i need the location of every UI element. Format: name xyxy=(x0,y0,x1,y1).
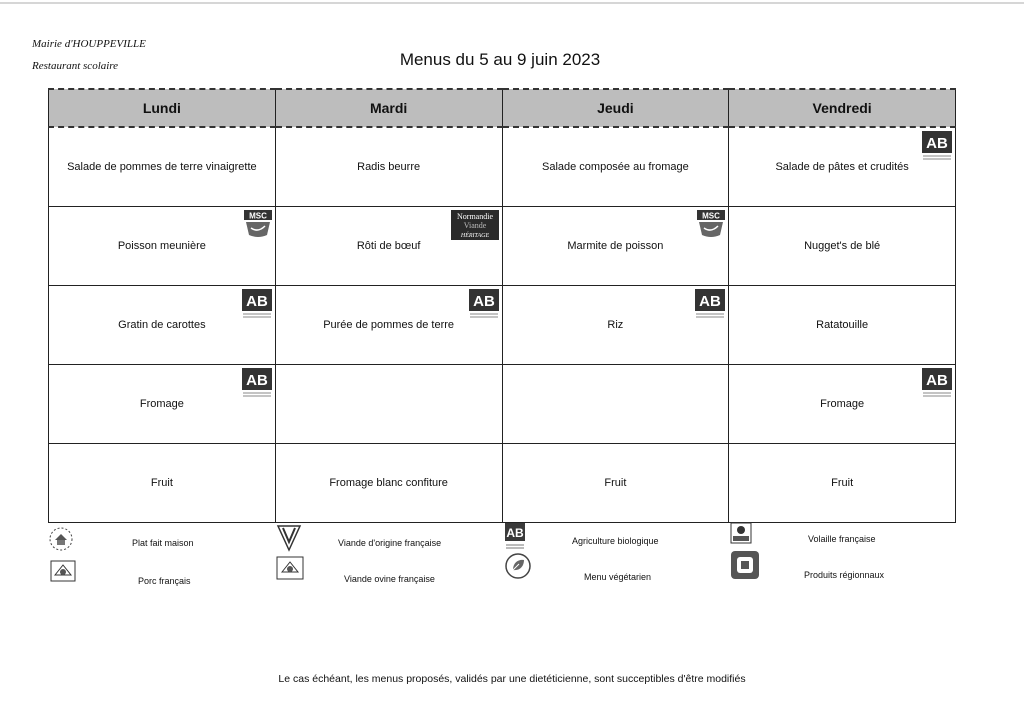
menu-row xyxy=(49,127,956,207)
menu-cell-vendredi xyxy=(729,286,956,365)
svg-text:Viande: Viande xyxy=(463,221,486,230)
ab-label-icon xyxy=(468,288,500,320)
menu-cell-mardi xyxy=(275,127,502,207)
svg-text:HÉRITAGE: HÉRITAGE xyxy=(460,233,489,239)
menu-cell-jeudi xyxy=(502,286,729,365)
menu-cell-jeudi xyxy=(502,444,729,523)
menu-table xyxy=(48,88,956,523)
ab-label-icon xyxy=(921,130,953,162)
legend-label: Viande d'origine française xyxy=(338,538,442,548)
ab-icon xyxy=(504,522,526,552)
dish-label: Nugget's de blé xyxy=(804,240,881,252)
produits-regionaux-icon xyxy=(730,550,760,582)
day-header-mardi: Mardi xyxy=(275,89,502,127)
legend-label: Volaille française xyxy=(808,534,876,544)
menu-cell-mardi xyxy=(275,444,502,523)
restaurant-name: Restaurant scolaire xyxy=(32,60,119,72)
viande-ovine-icon xyxy=(276,556,304,582)
dish-label: Fruit xyxy=(604,477,627,489)
vegetarien-icon xyxy=(504,552,532,582)
dish-label: Fromage xyxy=(139,398,184,410)
dish-label: Fromage blanc confiture xyxy=(329,477,448,489)
top-rule xyxy=(0,2,1024,4)
ab-label-icon xyxy=(241,288,273,320)
menu-row xyxy=(49,444,956,523)
menu-cell-lundi xyxy=(49,365,276,444)
day-header-row xyxy=(49,89,956,127)
ab-label-icon xyxy=(921,367,953,399)
svg-text:AB: AB xyxy=(926,135,948,152)
menu-row xyxy=(49,286,956,365)
menu-row xyxy=(49,365,956,444)
page-title: Menus du 5 au 9 juin 2023 xyxy=(399,50,601,69)
day-header-vendredi: Vendredi xyxy=(729,89,956,127)
menu-cell-mardi xyxy=(275,365,502,444)
menu-cell-vendredi xyxy=(729,127,956,207)
dish-label: Poisson meunière xyxy=(117,240,206,252)
legend-label: Plat fait maison xyxy=(132,538,194,548)
dish-label: Marmite de poisson xyxy=(567,240,664,252)
dish-label: Ratatouille xyxy=(816,319,869,331)
day-header-lundi: Lundi xyxy=(49,89,276,127)
menu-cell-lundi xyxy=(49,286,276,365)
legend-label: Menu végétarien xyxy=(584,572,652,582)
menu-cell-lundi xyxy=(49,444,276,523)
dish-label: Salade de pâtes et crudités xyxy=(775,161,909,173)
msc-label-icon xyxy=(696,209,726,239)
dish-label: Radis beurre xyxy=(357,161,421,173)
dish-label: Rôti de bœuf xyxy=(356,240,421,252)
menu-cell-lundi xyxy=(49,207,276,286)
dish-label: Salade composée au fromage xyxy=(541,161,689,173)
svg-text:AB: AB xyxy=(245,293,268,310)
ab-label-icon xyxy=(694,288,726,320)
porc-francais-icon xyxy=(50,560,76,584)
legend-label: Viande ovine française xyxy=(344,574,435,584)
svg-text:AB: AB xyxy=(506,526,524,540)
legend-label: Porc français xyxy=(138,576,191,586)
viande-francaise-icon xyxy=(276,524,302,554)
day-header-jeudi: Jeudi xyxy=(502,89,729,127)
menu-cell-jeudi xyxy=(502,127,729,207)
volaille-francaise-icon xyxy=(730,522,752,548)
svg-text:MSC: MSC xyxy=(248,211,267,221)
menu-cell-vendredi xyxy=(729,207,956,286)
msc-label-icon xyxy=(243,209,273,239)
dish-label: Riz xyxy=(607,319,624,331)
fait-maison-icon xyxy=(48,526,74,554)
legend xyxy=(48,522,956,592)
svg-text:MSC: MSC xyxy=(702,211,721,221)
menu-cell-vendredi xyxy=(729,444,956,523)
menu-cell-vendredi xyxy=(729,365,956,444)
menu-cell-mardi xyxy=(275,207,502,286)
menu-cell-jeudi xyxy=(502,207,729,286)
svg-text:AB: AB xyxy=(699,293,722,310)
dish-label: Fruit xyxy=(150,477,173,489)
legend-label: Agriculture biologique xyxy=(572,536,659,546)
dish-label: Fromage xyxy=(820,398,865,410)
dish-label: Salade de pommes de terre vinaigrette xyxy=(67,161,257,173)
menu-row xyxy=(49,207,956,286)
dish-label: Purée de pommes de terre xyxy=(323,319,455,331)
menu-cell-lundi xyxy=(49,127,276,207)
svg-text:AB: AB xyxy=(472,293,495,310)
normandie-viande-label-icon xyxy=(450,209,500,241)
svg-text:AB: AB xyxy=(926,372,948,389)
dish-label: Gratin de carottes xyxy=(118,319,206,331)
menu-cell-mardi xyxy=(275,286,502,365)
menu-cell-jeudi xyxy=(502,365,729,444)
legend-label: Produits régionnaux xyxy=(804,570,885,580)
disclaimer-footer: Le cas échéant, les menus proposés, validés par une dietéticienne, sont succeptibles d'être modifiés xyxy=(278,673,746,685)
svg-text:Normandie: Normandie xyxy=(456,212,493,221)
mairie-name: Mairie d'HOUPPEVILLE xyxy=(32,38,146,50)
dish-label: Fruit xyxy=(831,477,854,489)
svg-text:AB: AB xyxy=(245,372,268,389)
ab-label-icon xyxy=(241,367,273,399)
